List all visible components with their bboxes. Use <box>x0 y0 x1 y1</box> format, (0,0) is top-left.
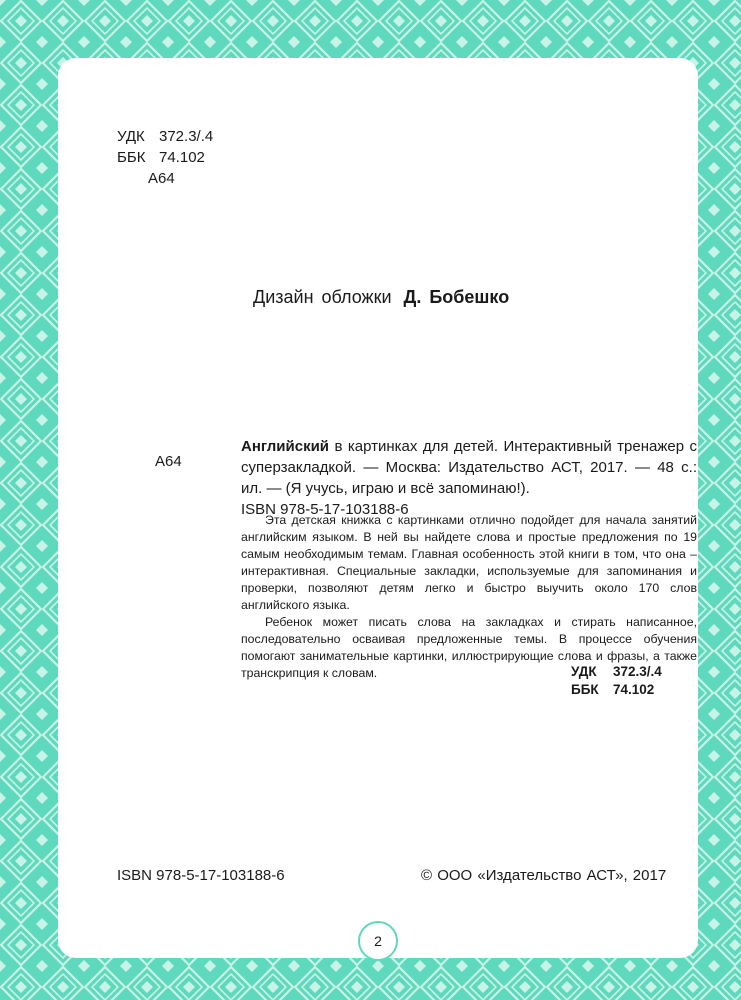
page-card <box>58 58 698 958</box>
cover-designer-name: Д. Бобешко <box>403 287 510 307</box>
classification-block <box>117 126 213 189</box>
book-description: в картинках для детей. Интерактивный тренажер с суперзакладкой. — Москва: Издательство АСТ, 2017. — 48 с.: ил. — (Я учусь, играю и всё запоминаю!). <box>241 438 697 497</box>
catalog-bbk-value: 74.102 <box>613 682 655 697</box>
catalog-udk-label: УДК <box>571 664 597 679</box>
udk-label: УДК <box>117 128 145 145</box>
book-title-bold: Английский <box>241 438 330 455</box>
annotation-paragraph-1: Эта детская книжка с картинками отлично подойдет для начала занятий английским языком. В ней вы найдете слова и простые предложения по 19 самым необходимым темам. Главная особенность этой книги в том, что она – интерактивная. Специальные закладки, используемые для запоминания и проверки, позволяют детям легко и быстро выучить около 170 слов английского языка. <box>241 513 697 612</box>
udk-value: 372.3/.4 <box>159 128 214 145</box>
author-code: А64 <box>148 170 175 187</box>
catalog-classification <box>571 663 662 699</box>
bbk-value: 74.102 <box>159 149 205 166</box>
footer-copyright: © ООО «Издательство АСТ», 2017 <box>421 867 667 884</box>
catalog-isbn: ISBN 978-5-17-103188-6 <box>241 501 409 518</box>
footer-isbn: ISBN 978-5-17-103188-6 <box>117 867 285 884</box>
cover-design-credit <box>253 287 509 308</box>
annotation <box>241 512 697 682</box>
catalog-entry <box>241 436 697 520</box>
catalog-bbk-label: ББК <box>571 682 599 697</box>
cover-design-prefix: Дизайн обложки <box>253 287 392 307</box>
bbk-label: ББК <box>117 149 146 166</box>
catalog-side-code: А64 <box>155 453 182 470</box>
annotation-paragraph-2: Ребенок может писать слова на закладках и стирать написанное, последовательно осваивая предложенные темы. В процессе обучения помогают занимательные картинки, иллюстрирующие слова и фразы, а также транскрипция к словам. <box>241 615 697 680</box>
page-number: 2 <box>358 921 398 961</box>
catalog-udk-value: 372.3/.4 <box>613 664 662 679</box>
